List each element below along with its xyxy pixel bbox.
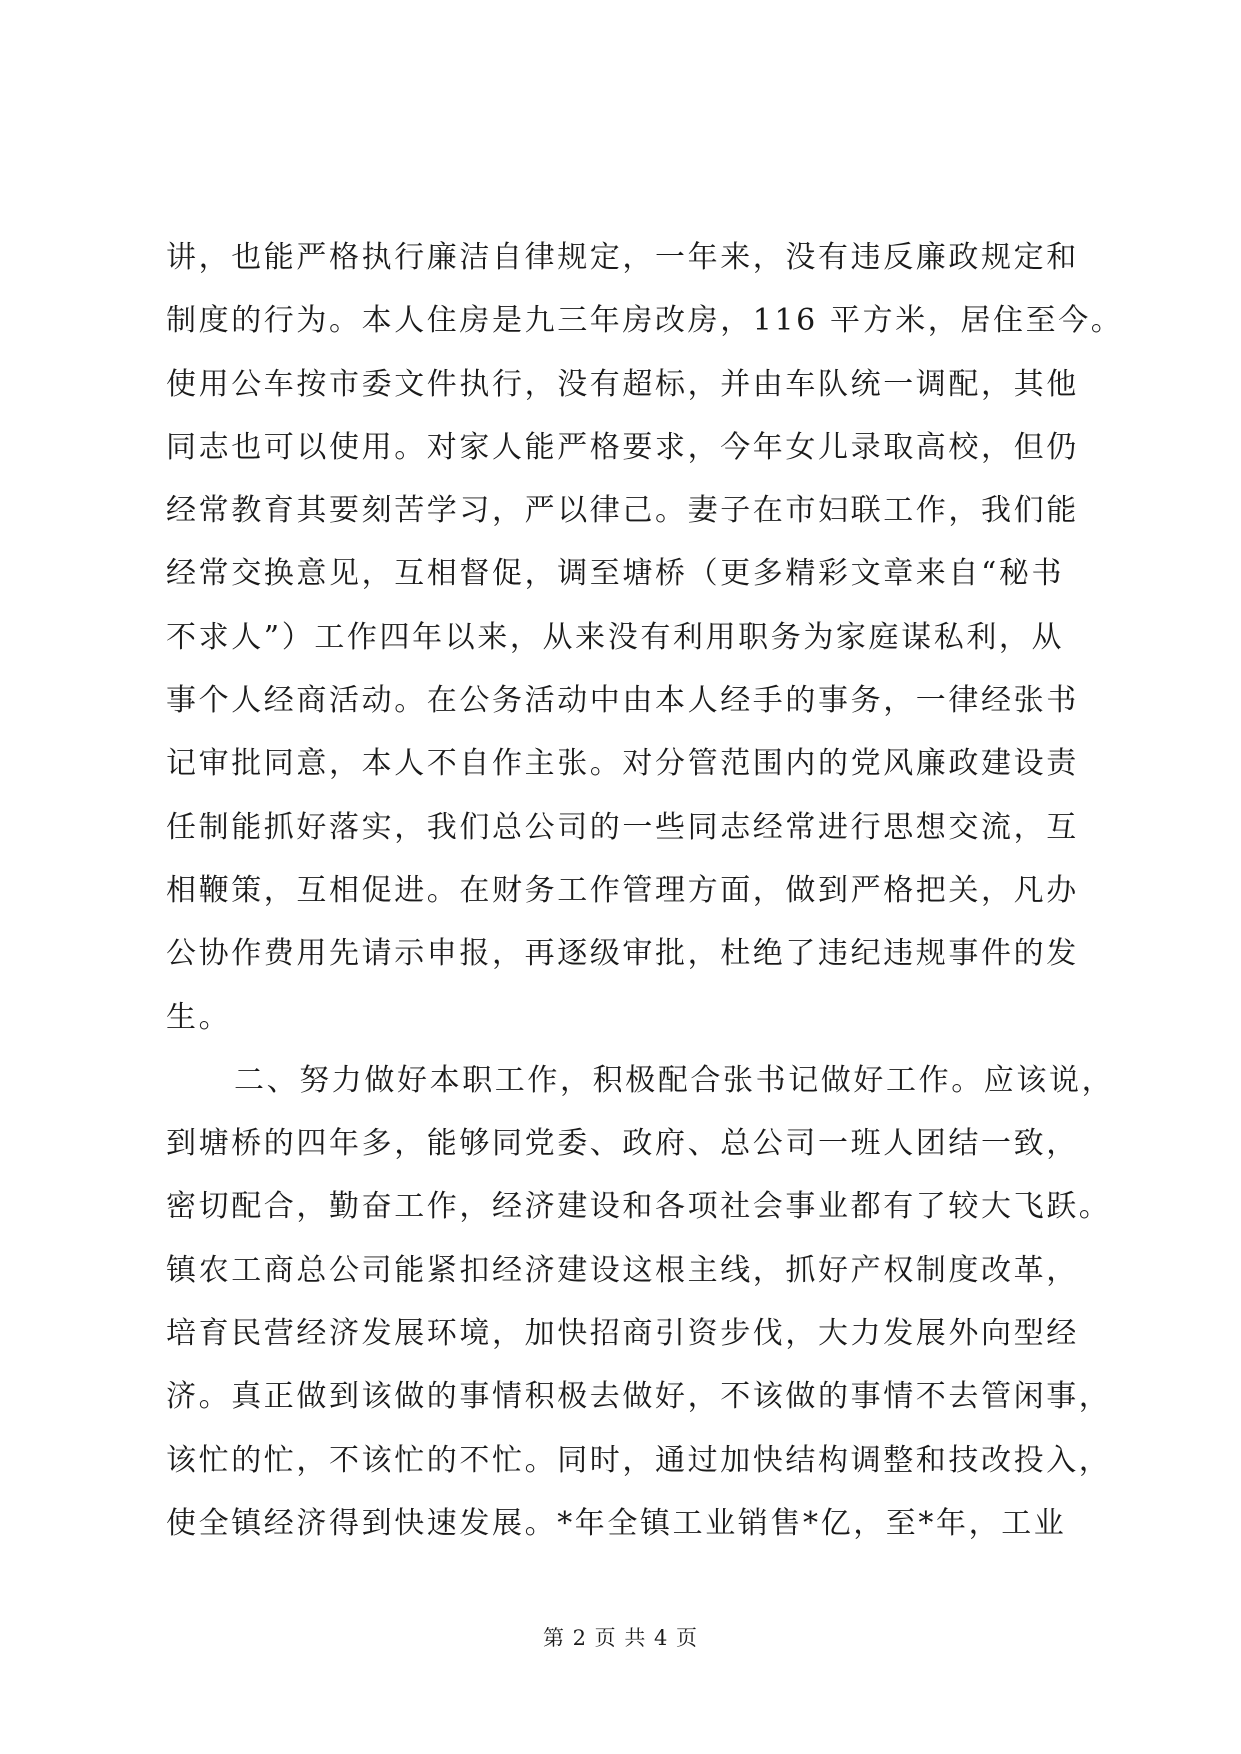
text-line: 使全镇经济得到快速发展。*年全镇工业销售*亿，至*年，工业	[166, 1505, 1067, 1541]
text-line: 相鞭策，互相促进。在财务工作管理方面，做到严格把关，凡办	[166, 872, 1079, 908]
text-line: 公协作费用先请示申报，再逐级审批，杜绝了违纪违规事件的发	[166, 936, 1079, 972]
text-line: 讲，也能严格执行廉洁自律规定，一年来，没有违反廉政规定和	[166, 240, 1079, 275]
text-line: 记审批同意，本人不自作主张。对分管范围内的党风廉政建设责	[166, 746, 1079, 782]
text-line: 使用公车按市委文件执行，没有超标，并由车队统一调配，其他	[166, 366, 1079, 402]
text-line: 该忙的忙，不该忙的不忙。同时，通过加快结构调整和技改投入，	[166, 1442, 1112, 1478]
paragraph-start-line: 二、努力做好本职工作，积极配合张书记做好工作。应该说，	[234, 1062, 1115, 1098]
text-line: 经常交换意见，互相督促，调至塘桥（更多精彩文章来自“秘书	[166, 556, 1065, 592]
text-line: 济。真正做到该做的事情积极去做好，不该做的事情不去管闲事，	[166, 1379, 1112, 1415]
text-line: 到塘桥的四年多，能够同党委、政府、总公司一班人团结一致，	[166, 1126, 1079, 1162]
text-line: 制度的行为。本人住房是九三年房改房，116 平方米，居住至今。	[166, 303, 1124, 339]
text-line: 同志也可以使用。对家人能严格要求，今年女儿录取高校，但仍	[166, 429, 1079, 465]
text-line: 镇农工商总公司能紧扣经济建设这根主线，抓好产权制度改革，	[166, 1252, 1079, 1288]
text-line: 生。	[166, 999, 232, 1035]
text-line: 不求人”）工作四年以来，从来没有利用职务为家庭谋私利，从	[166, 619, 1065, 655]
page-number-footer: 第 2 页 共 4 页	[542, 1626, 699, 1650]
text-line: 事个人经商活动。在公务活动中由本人经手的事务，一律经张书	[166, 683, 1079, 719]
text-line: 培育民营经济发展环境，加快招商引资步伐，大力发展外向型经	[166, 1316, 1079, 1352]
text-line: 任制能抓好落实，我们总公司的一些同志经常进行思想交流，互	[166, 809, 1079, 845]
text-line: 经常教育其要刻苦学习，严以律己。妻子在市妇联工作，我们能	[166, 493, 1079, 529]
document-body	[166, 226, 1166, 1555]
text-line: 密切配合，勤奋工作，经济建设和各项社会事业都有了较大飞跃。	[166, 1189, 1112, 1225]
